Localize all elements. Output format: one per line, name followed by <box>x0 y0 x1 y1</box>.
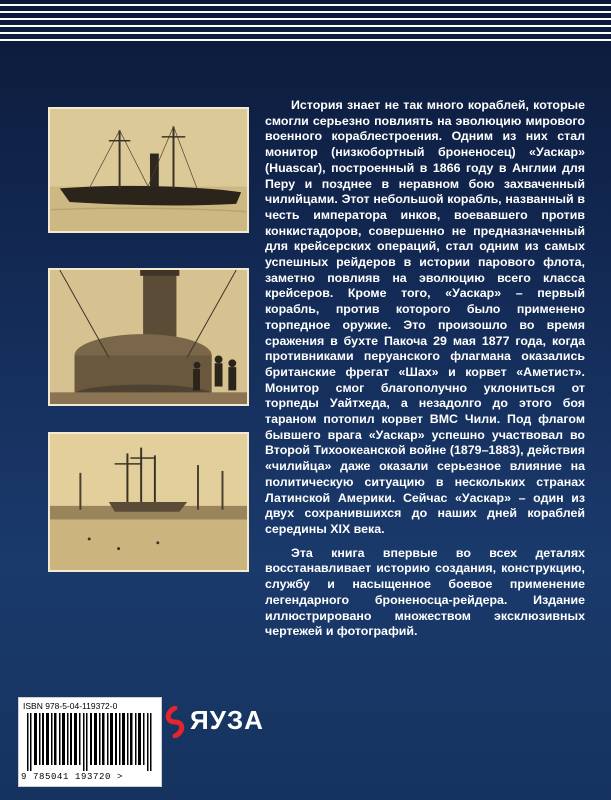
barcode <box>18 697 162 787</box>
photo-turret-and-crew <box>48 268 249 406</box>
description-paragraph-1: История знает не так много кораблей, которые смогли серьезно повлиять на эволюцию мирового военного кораблестроения. Одним из них стал монитор (низкобортный броненосец) «Уаскар» (Huascar), построенный в 1866 году в Англии для Перу и позднее в неравном бою захваченный чилийцами. Этот небольшой корабль, названный в честь императора инков, воевавшего против конкистадоров, совершенно не предназначенный для крейсерских операций, стал одним из самых успешных рейдеров в истории парового флота, заметно повлияв на эволюцию всего класса крейсеров. Кроме того, «Уаскар» – первый корабль, против которого было применено торпедное оружие. Это произошло во время сражения в бухте Пакоча 29 мая 1877 года, когда противниками перуанского флагмана оказались британские фрегат «Шах» и корвет «Аметист». Монитор смог благополучно уклониться от торпеды Уайтхеда, а незадолго до этого боя тараном потопил корвет ВМС Чили. Под флагом бывшего врага «Уаскар» успешно участвовал во Второй Тихоокеанской войне (1879–1883), действия «чилийца» даже оказали серьезное влияние на политическую ситуацию в нескольких странах Латинской Америки. Сейчас «Уаскар» – один из двух сохранившихся до наших дней кораблей середины XIX века. <box>265 98 585 536</box>
harbor-image <box>50 434 247 570</box>
barcode-bars-icon <box>27 713 153 771</box>
turret-and-crew-image <box>50 270 247 404</box>
publisher-name: ЯУЗА <box>190 705 264 735</box>
top-stripe-1 <box>0 4 611 6</box>
publisher-swirl-icon <box>162 706 188 738</box>
top-stripe-2 <box>0 11 611 13</box>
photo-harbor <box>48 432 249 572</box>
description-paragraph-2: Эта книга впервые во всех деталях восстанавливает историю создания, конструкцию, службу и насыщенное боевое применение легендарного броненосца-рейдера. Издание иллюстрировано множеством эксклюзивных чертежей и фотографий. <box>265 545 585 639</box>
description-text <box>265 98 585 640</box>
barcode-number: 9 785041 193720 > <box>21 772 124 782</box>
ship-at-anchor-image <box>50 109 247 231</box>
isbn-label: ISBN 978-5-04-119372-0 <box>23 701 118 711</box>
photo-ship-at-anchor <box>48 107 249 233</box>
top-stripe-6 <box>0 39 611 41</box>
top-stripe-4 <box>0 25 611 27</box>
top-stripe-3 <box>0 18 611 20</box>
top-stripe-5 <box>0 32 611 34</box>
publisher-logo <box>160 704 264 740</box>
